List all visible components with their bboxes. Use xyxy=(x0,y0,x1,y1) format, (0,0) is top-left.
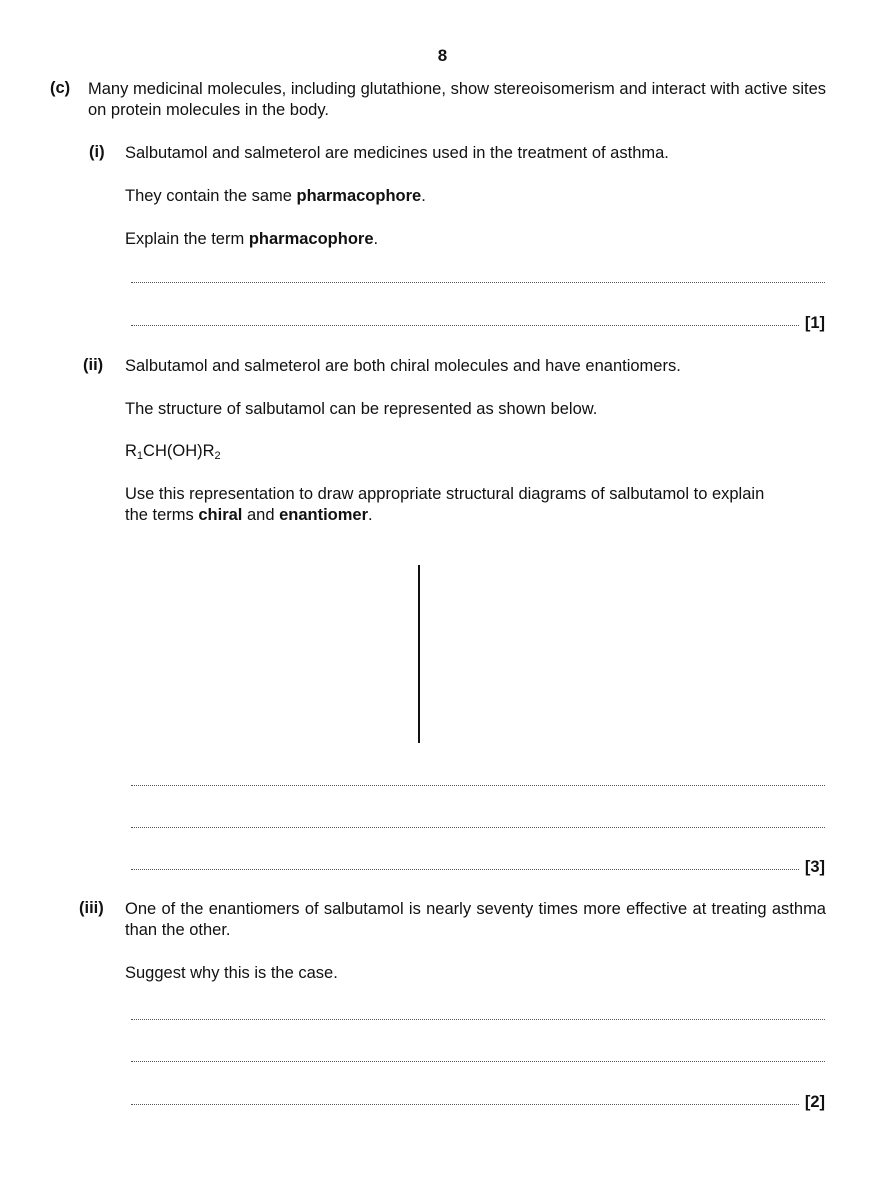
formula-salbutamol: $R_1CH(OH)R_2$ xyxy=(125,442,221,462)
question-label-ii: (ii) xyxy=(83,356,104,374)
answer-line-iii-1[interactable] xyxy=(131,1019,825,1020)
question-i-line2: They contain the same pharmacophore. xyxy=(125,187,426,205)
marks-i: [1] xyxy=(804,314,825,332)
question-label-i: (i) xyxy=(89,143,105,161)
page-number: 8 xyxy=(437,46,448,65)
answer-line-ii-3[interactable] xyxy=(131,869,799,870)
question-i-line1: Salbutamol and salmeterol are medicines used in the treatment of asthma. xyxy=(125,144,669,162)
answer-line-i-2[interactable] xyxy=(131,325,799,326)
answer-line-i-1[interactable] xyxy=(131,282,825,283)
question-iii-line2: Suggest why this is the case. xyxy=(125,964,338,982)
marks-iii: [2] xyxy=(804,1093,825,1111)
question-label-c: (c) xyxy=(50,79,71,97)
answer-line-iii-3[interactable] xyxy=(131,1104,799,1105)
question-c-intro: Many medicinal molecules, including glutathione, show stereoisomerism and interact with active sites on protein molecules in the body. xyxy=(88,80,826,119)
question-i-line3: Explain the term pharmacophore. xyxy=(125,230,379,248)
answer-line-ii-2[interactable] xyxy=(131,827,825,828)
question-ii-line3b: the terms chiral and enantiomer. xyxy=(125,506,373,524)
question-ii-line3a: Use this representation to draw appropriate structural diagrams of salbutamol to explain xyxy=(125,485,765,503)
answer-line-ii-1[interactable] xyxy=(131,785,825,786)
drawing-area-divider xyxy=(418,565,420,743)
marks-ii: [3] xyxy=(804,858,825,876)
question-iii-line1: One of the enantiomers of salbutamol is nearly seventy times more effective at treating asthma than the other. xyxy=(125,900,826,939)
answer-line-iii-2[interactable] xyxy=(131,1061,825,1062)
question-ii-line2: The structure of salbutamol can be represented as shown below. xyxy=(125,400,598,418)
question-label-iii: (iii) xyxy=(79,899,104,917)
question-ii-line1: Salbutamol and salmeterol are both chiral molecules and have enantiomers. xyxy=(125,357,681,375)
